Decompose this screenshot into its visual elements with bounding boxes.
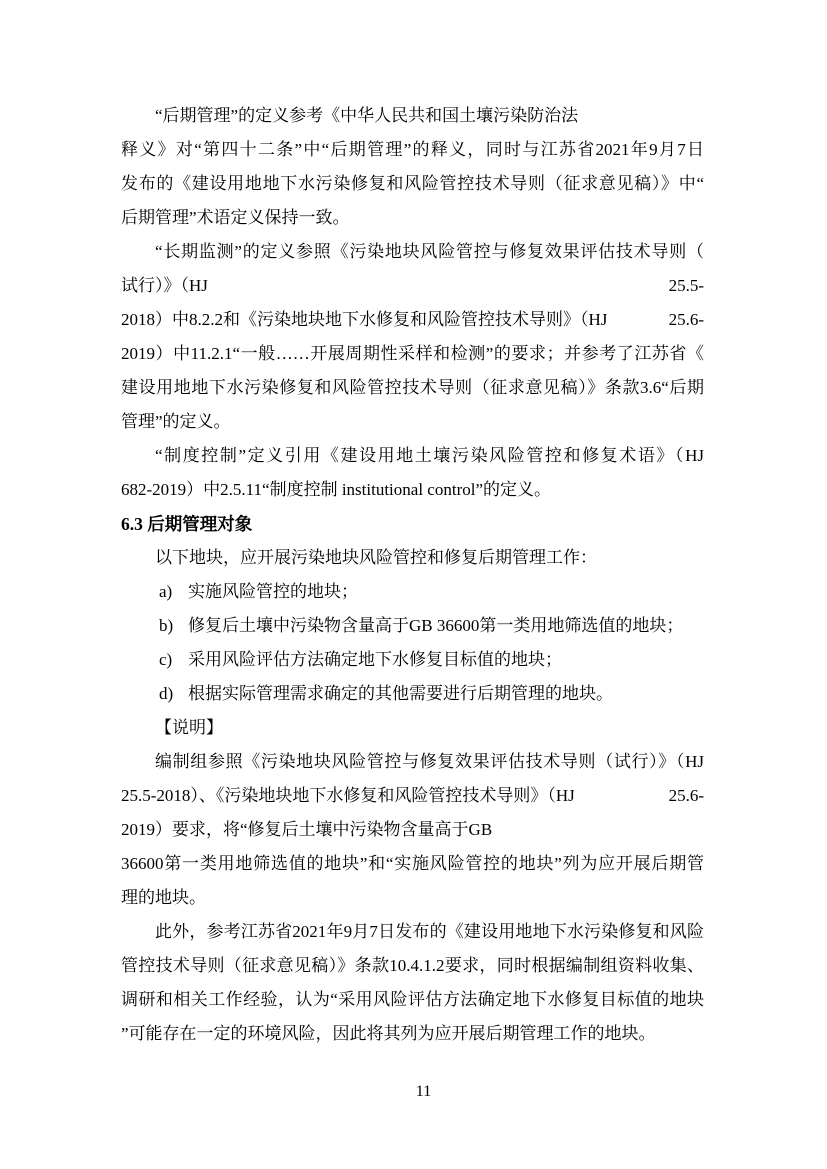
- text-line: 后期管理”术语定义保持一致。: [121, 208, 350, 227]
- text-line: 编制组参照《污染地块风险管控与修复效果评估技术导则（试行）》（HJ: [155, 752, 704, 771]
- text-line: 发布的《建设用地地下水污染修复和风险管控技术导则（征求意见稿）》中“: [121, 174, 704, 193]
- list-item: [121, 575, 704, 609]
- text-line: 682-2019）中2.5.11“制度控制 institutional control”的定义。: [121, 480, 551, 499]
- list-item-text: 根据实际管理需求确定的其他需要进行后期管理的地块。: [188, 684, 613, 703]
- page-number: 11: [415, 1083, 432, 1100]
- list-item: [121, 643, 704, 677]
- text-line: 以下地块，应开展污染地块风险管控和修复后期管理工作：: [155, 548, 597, 567]
- text-line: 此外，参考江苏省2021年9月7日发布的《建设用地地下水污染修复和风险: [155, 922, 704, 941]
- text-line: [121, 269, 704, 303]
- list-marker: c): [159, 650, 173, 669]
- text-line: “长期监测”的定义参照《污染地块风险管控与修复效果评估技术导则（: [155, 242, 704, 261]
- text-line: 理的地块。: [121, 888, 206, 907]
- text-line: 释义》对“第四十二条”中“后期管理”的释义，同时与江苏省2021年9月7日: [121, 140, 704, 159]
- list-marker: a): [159, 582, 173, 601]
- text-line-right: 25.5-: [668, 276, 704, 295]
- text-line: ”可能存在一定的环境风险，因此将其列为应开展后期管理工作的地块。: [121, 1024, 656, 1043]
- text-line-left: 试行）》（HJ: [121, 276, 208, 295]
- text-line-right: 25.6-: [668, 786, 704, 805]
- list-marker: d): [159, 684, 174, 703]
- text-line: 2019）要求，将“修复后土壤中污染物含量高于GB: [121, 820, 493, 839]
- text-line: “制度控制”定义引用《建设用地土壤污染风险管控和修复术语》（HJ: [155, 446, 704, 465]
- text-line-right: 25.6-: [668, 310, 704, 329]
- text-line: 2019）中11.2.1“一般……开展周期性采样和检测”的要求；并参考了江苏省《: [121, 344, 704, 363]
- text-line: 建设用地地下水污染修复和风险管控技术导则（征求意见稿）》条款3.6“后期: [121, 378, 704, 397]
- list-item: [121, 677, 704, 711]
- text-line-left: 2018）中8.2.2和《污染地块地下水修复和风险管控技术导则》（HJ: [121, 310, 608, 329]
- list-item-text: 采用风险评估方法确定地下水修复目标值的地块；: [188, 650, 562, 669]
- text-line: “后期管理”的定义参考《中华人民共和国土壤污染防治法: [155, 106, 579, 125]
- text-line: 调研和相关工作经验，认为“采用风险评估方法确定地下水修复目标值的地块: [121, 990, 704, 1009]
- list-item-text: 实施风险管控的地块；: [188, 582, 358, 601]
- text-line: 管理”的定义。: [121, 412, 231, 431]
- text-line: [121, 303, 704, 337]
- text-line: 管控技术导则（征求意见稿）》条款10.4.1.2要求，同时根据编制组资料收集、: [121, 956, 704, 975]
- list-item-text: 修复后土壤中污染物含量高于GB 36600第一类用地筛选值的地块；: [188, 616, 684, 635]
- text-line: 【说明】: [155, 718, 223, 737]
- text-line: 36600第一类用地筛选值的地块”和“实施风险管控的地块”列为应开展后期管: [121, 854, 704, 873]
- document-content: [121, 99, 704, 1051]
- text-line: [121, 779, 704, 813]
- list-marker: b): [159, 616, 174, 635]
- list-item: [121, 609, 704, 643]
- text-line-left: 25.5-2018）、《污染地块地下水修复和风险管控技术导则》（HJ: [121, 786, 575, 805]
- section-heading: 6.3 后期管理对象: [121, 514, 253, 534]
